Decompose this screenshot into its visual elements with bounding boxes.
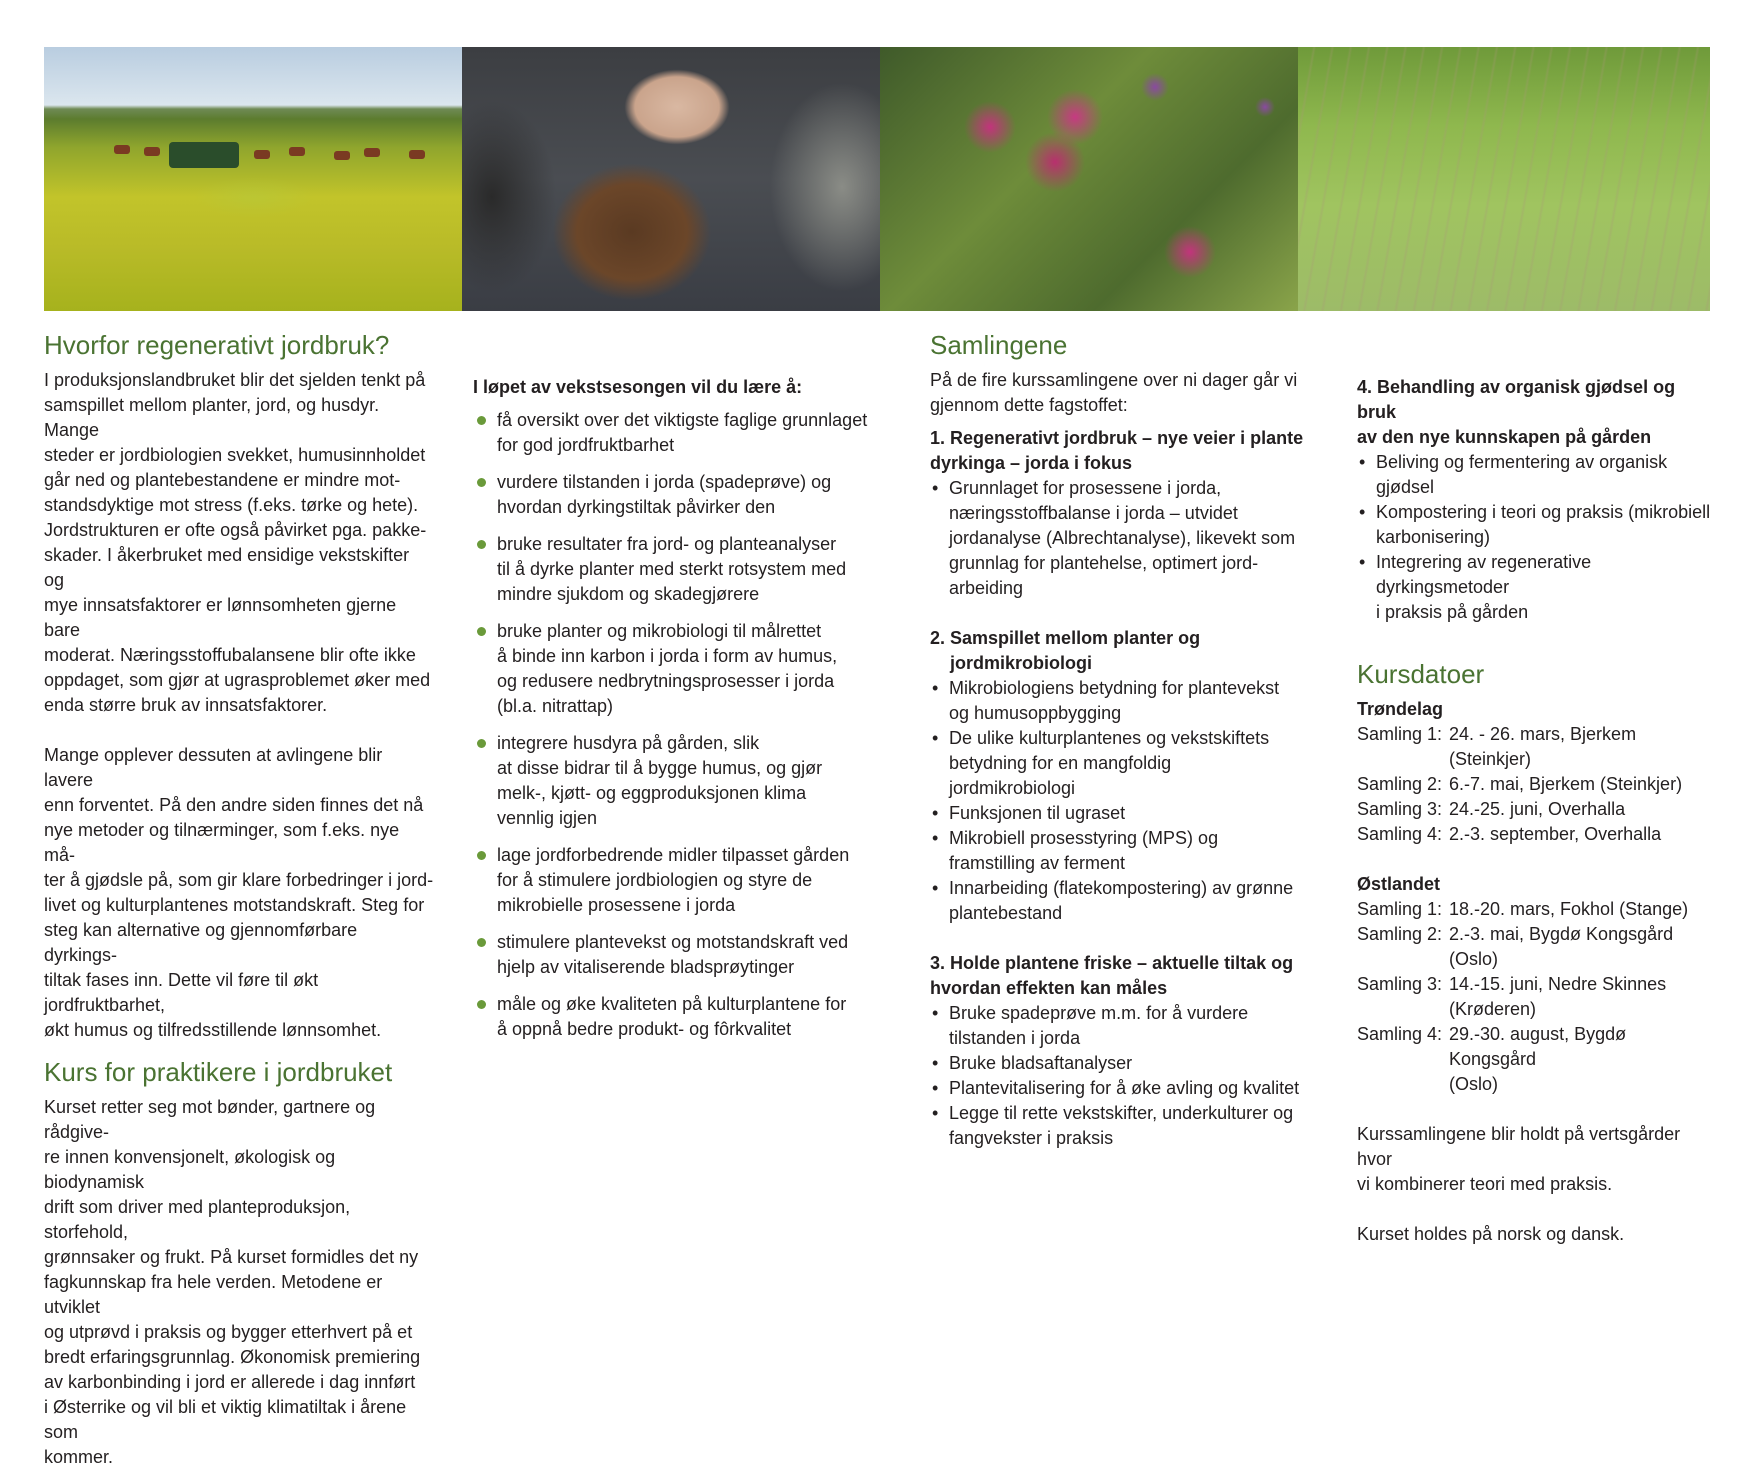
- text-line: og utprøvd i praksis og bygger etterhvert på et: [44, 1322, 413, 1342]
- text-line: mye innsatsfaktorer er lønnsomheten gjerne bare: [44, 595, 397, 640]
- text-line: økt humus og tilfredsstillende lønnsomhet.: [44, 1020, 382, 1040]
- learn-item: [473, 731, 873, 831]
- column-2: [473, 375, 873, 1054]
- text-line: enda større bruk av innsatsfaktorer.: [44, 695, 328, 715]
- course-paragraph: [44, 1095, 434, 1470]
- text-line: grønnsaker og frukt. På kurset formidles det ny: [44, 1247, 419, 1267]
- text-line: går ned og plantebestandene er mindre mot-: [44, 470, 401, 490]
- text-line: å binde inn karbon i jorda i form av humus,: [497, 646, 838, 666]
- text-line: 4. Behandling av organisk gjødsel og bruk: [1357, 377, 1676, 422]
- text-line: for å stimulere jordbiologien og styre de: [497, 870, 813, 890]
- text-line: Kurssamlingene blir holdt på vertsgårder hvor: [1357, 1124, 1681, 1169]
- bullet-icon: •: [1359, 452, 1366, 472]
- schedule-value: [1449, 797, 1717, 822]
- text-line: Mikrobiell prosesstyring (MPS) og: [949, 828, 1219, 848]
- bullet-icon: •: [1359, 552, 1366, 572]
- text-line: På de fire kurssamlingene over ni dager går vi: [930, 370, 1298, 390]
- schedule-label: Samling 4:: [1357, 1024, 1443, 1044]
- text-line: fagkunnskap fra hele verden. Metodene er utviklet: [44, 1272, 383, 1317]
- schedule-label: Samling 2:: [1357, 774, 1443, 794]
- text-line: mikrobielle prosessene i jorda: [497, 895, 736, 915]
- text-line: dyrkinga – jorda i fokus: [930, 453, 1133, 473]
- learn-item: [473, 408, 873, 458]
- course-heading: Kurs for praktikere i jordbruket: [44, 1057, 393, 1087]
- session-block-title: [930, 951, 1300, 1001]
- bullet-icon: •: [932, 1078, 939, 1098]
- bullet-icon: •: [932, 728, 939, 748]
- sessions-blocks: [930, 426, 1304, 1151]
- text-line: Integrering av regenerative dyrkingsmetoder: [1376, 552, 1592, 597]
- learn-heading: I løpet av vekstsesongen vil du lære å:: [473, 377, 803, 397]
- bullet-icon: •: [932, 1103, 939, 1123]
- text-line: 2.-3. mai, Bygdø Kongsgård (Oslo): [1449, 924, 1674, 969]
- text-line: (bl.a. nitrattap): [497, 696, 614, 716]
- text-line: Mikrobiologiens betydning for plantevekst: [949, 678, 1280, 698]
- schedule-label: Samling 4:: [1357, 824, 1443, 844]
- text-line: vennlig igjen: [497, 808, 598, 828]
- text-line: vurdere tilstanden i jorda (spadeprøve) og: [497, 472, 832, 492]
- text-line: samspillet mellom planter, jord, og husdyr. Mange: [44, 395, 380, 440]
- text-line: gjødsel: [1376, 477, 1435, 497]
- text-line: næringsstoffbalanse i jorda – utvidet: [949, 503, 1238, 523]
- text-line: integrere husdyra på gården, slik: [497, 733, 760, 753]
- schedule-value: [1449, 972, 1717, 1022]
- text-line: mindre sjukdom og skadegjørere: [497, 584, 760, 604]
- text-line: Bruke spadeprøve m.m. for å vurdere: [949, 1003, 1249, 1023]
- text-line: Innarbeiding (flatekompostering) av grønne: [949, 878, 1294, 898]
- text-line: 2.-3. september, Overhalla: [1449, 824, 1662, 844]
- why-heading: Hvorfor regenerativt jordbruk?: [44, 330, 390, 360]
- text-line: I produksjonslandbruket blir det sjelden tenkt på: [44, 370, 426, 390]
- cow-image: [144, 147, 160, 156]
- schedule-row: [1357, 772, 1717, 797]
- learn-item: [473, 619, 873, 719]
- learn-item: [473, 843, 873, 918]
- text-line: 24. - 26. mars, Bjerkem (Steinkjer): [1449, 724, 1637, 769]
- text-line: jordanalyse (Albrechtanalyse), likevekt som: [949, 528, 1296, 548]
- text-line: hvordan effekten kan måles: [930, 978, 1168, 998]
- learn-item: [473, 930, 873, 980]
- text-line: karbonisering): [1376, 527, 1491, 547]
- cow-image: [409, 150, 425, 159]
- list-item: [1357, 500, 1717, 550]
- schedule-row: [1357, 972, 1717, 1022]
- text-line: grunnlag for plantehelse, optimert jord-: [949, 553, 1259, 573]
- text-line: 2. Samspillet mellom planter og: [930, 628, 1201, 648]
- text-line: hjelp av vitaliserende bladsprøytinger: [497, 957, 795, 977]
- cow-image: [114, 145, 130, 154]
- dates-regions: [1357, 697, 1717, 1097]
- cow-image: [289, 147, 305, 156]
- schedule-value: [1449, 897, 1717, 922]
- why-paragraph-2: [44, 743, 434, 1043]
- list-item: [1357, 550, 1717, 625]
- bullet-icon: •: [932, 1003, 939, 1023]
- block4-title: [1357, 375, 1717, 450]
- sessions-intro: [930, 368, 1300, 418]
- bullet-icon: •: [932, 803, 939, 823]
- text-line: å oppnå bedre produkt- og fôrkvalitet: [497, 1019, 792, 1039]
- text-line: til å dyrke planter med sterkt rotsystem med: [497, 559, 847, 579]
- list-item: [930, 1101, 1300, 1151]
- text-line: Legge til rette vekstskifter, underkulturer og: [949, 1103, 1294, 1123]
- text-line: arbeiding: [949, 578, 1024, 598]
- text-line: jordmikrobiologi: [930, 653, 1092, 673]
- bullet-dot-icon: [477, 416, 486, 425]
- bullet-dot-icon: [477, 938, 486, 947]
- schedule-row: [1357, 722, 1717, 772]
- text-line: Kurset retter seg mot bønder, gartnere og rådgive-: [44, 1097, 376, 1142]
- list-item: [930, 726, 1300, 801]
- region-name: Trøndelag: [1357, 699, 1444, 719]
- list-item: [930, 476, 1300, 601]
- text-line: drift som driver med planteproduksjon, storfehold,: [44, 1197, 351, 1242]
- learn-item: [473, 470, 873, 520]
- text-line: Funksjonen til ugraset: [949, 803, 1126, 823]
- schedule-row: [1357, 797, 1717, 822]
- text-line: i praksis på gården: [1376, 602, 1529, 622]
- cow-image: [334, 151, 350, 160]
- schedule-value: [1449, 922, 1717, 972]
- text-line: ter å gjødsle på, som gir klare forbedringer i jord-: [44, 870, 434, 890]
- bullet-dot-icon: [477, 540, 486, 549]
- bullet-dot-icon: [477, 627, 486, 636]
- text-line: 24.-25. juni, Overhalla: [1449, 799, 1626, 819]
- schedule-label: Samling 1:: [1357, 899, 1443, 919]
- text-line: Grunnlaget for prosessene i jorda,: [949, 478, 1222, 498]
- list-item: [930, 1001, 1300, 1051]
- text-line: 29.-30. august, Bygdø Kongsgård: [1449, 1024, 1627, 1069]
- learn-list: [473, 408, 873, 1042]
- session-block: [930, 626, 1300, 926]
- list-item: [930, 1051, 1300, 1076]
- session-block: [930, 426, 1304, 601]
- schedule-value: [1449, 1022, 1717, 1097]
- schedule-value: [1449, 822, 1717, 847]
- text-line: oppdaget, som gjør at ugrasproblemet øker med: [44, 670, 431, 690]
- text-line: moderat. Næringsstoffubalansene blir ofte ikke: [44, 645, 416, 665]
- bullet-icon: •: [932, 678, 939, 698]
- region: [1357, 872, 1717, 1097]
- list-item: [930, 876, 1300, 926]
- schedule-row: [1357, 922, 1717, 972]
- text-line: plantebestand: [949, 903, 1063, 923]
- schedule-label: Samling 1:: [1357, 724, 1443, 744]
- list-item: [930, 676, 1300, 726]
- text-line: hvordan dyrkingstiltak påvirker den: [497, 497, 776, 517]
- text-line: 3. Holde plantene friske – aktuelle tiltak og: [930, 953, 1294, 973]
- column-4: [1357, 375, 1717, 1247]
- cow-image: [254, 150, 270, 159]
- bullet-icon: •: [1359, 502, 1366, 522]
- text-line: og humusoppbygging: [949, 703, 1122, 723]
- schedule-row: [1357, 1022, 1717, 1097]
- bullet-dot-icon: [477, 739, 486, 748]
- text-line: livet og kulturplantenes motstandskraft. Steg for: [44, 895, 425, 915]
- learn-item: [473, 992, 873, 1042]
- dates-note-1: [1357, 1122, 1717, 1197]
- session-block-list: [930, 476, 1300, 601]
- bullet-icon: •: [932, 1053, 939, 1073]
- text-line: re innen konvensjonelt, økologisk og biodynamisk: [44, 1147, 336, 1192]
- text-line: Plantevitalisering for å øke avling og kvalitet: [949, 1078, 1300, 1098]
- learn-item: [473, 532, 873, 607]
- text-line: gjennom dette fagstoffet:: [930, 395, 1128, 415]
- text-line: 14.-15. juni, Nedre Skinnes: [1449, 974, 1667, 994]
- text-line: bruke planter og mikrobiologi til målrettet: [497, 621, 822, 641]
- text-line: tilstanden i jorda: [949, 1028, 1081, 1048]
- text-line: bredt erfaringsgrunnlag. Økonomisk premiering: [44, 1347, 421, 1367]
- sessions-heading: Samlingene: [930, 330, 1068, 360]
- text-line: og redusere nedbrytningsprosesser i jorda: [497, 671, 835, 691]
- text-line: få oversikt over det viktigste faglige grunnlaget: [497, 410, 868, 430]
- hands-holding-soil-clod-photo: [462, 47, 880, 311]
- text-line: vi kombinerer teori med praksis.: [1357, 1174, 1613, 1194]
- text-line: (Oslo): [1449, 1074, 1498, 1094]
- region: [1357, 697, 1717, 847]
- text-line: Mange opplever dessuten at avlingene blir lavere: [44, 745, 383, 790]
- text-line: skader. I åkerbruket med ensidige vekstskifter og: [44, 545, 410, 590]
- dates-note-2: Kurset holdes på norsk og dansk.: [1357, 1224, 1625, 1244]
- list-item: [930, 1076, 1300, 1101]
- schedule-label: Samling 3:: [1357, 799, 1443, 819]
- text-line: at disse bidrar til å bygge humus, og gjør: [497, 758, 823, 778]
- text-line: kommer.: [44, 1447, 114, 1467]
- field-with-cows-and-tractor-photo: [44, 47, 462, 311]
- text-line: for god jordfruktbarhet: [497, 435, 675, 455]
- text-line: Kompostering i teori og praksis (mikrobiell: [1376, 502, 1711, 522]
- schedule-value: [1449, 722, 1717, 772]
- column-1: [44, 330, 434, 1470]
- text-line: Jordstrukturen er ofte også påvirket pga. pakke-: [44, 520, 427, 540]
- bullet-icon: •: [932, 878, 939, 898]
- dates-heading: Kursdatoer: [1357, 659, 1485, 689]
- bullet-icon: •: [932, 478, 939, 498]
- text-line: 6.-7. mai, Bjerkem (Steinkjer): [1449, 774, 1683, 794]
- list-item: [930, 801, 1300, 826]
- young-grain-crop-rows-photo: [1298, 47, 1710, 311]
- bullet-dot-icon: [477, 478, 486, 487]
- bullet-dot-icon: [477, 851, 486, 860]
- text-line: (Krøderen): [1449, 999, 1537, 1019]
- text-line: standsdyktige mot stress (f.eks. tørke og hete).: [44, 495, 419, 515]
- text-line: tiltak fases inn. Dette vil føre til økt jordfruktbarhet,: [44, 970, 319, 1015]
- column-3: [930, 330, 1304, 1151]
- region-name: Østlandet: [1357, 874, 1441, 894]
- text-line: enn forventet. På den andre siden finnes det nå: [44, 795, 424, 815]
- schedule-row: [1357, 897, 1717, 922]
- text-line: fangvekster i praksis: [949, 1128, 1114, 1148]
- block4-list: [1357, 450, 1717, 625]
- text-line: måle og øke kvaliteten på kulturplantene for: [497, 994, 847, 1014]
- cow-image: [364, 148, 380, 157]
- tractor-image: [169, 142, 239, 168]
- text-line: betydning for en mangfoldig jordmikrobiologi: [949, 753, 1172, 798]
- session-block-list: [930, 676, 1300, 926]
- bullet-dot-icon: [477, 1000, 486, 1009]
- text-line: av den nye kunnskapen på gården: [1357, 427, 1652, 447]
- why-paragraph-1: [44, 368, 434, 718]
- session-block-title: [930, 426, 1304, 476]
- crimson-clover-flowers-photo: [880, 47, 1298, 311]
- text-line: De ulike kulturplantenes og vekstskiftets: [949, 728, 1270, 748]
- text-line: nye metoder og tilnærminger, som f.eks. nye må-: [44, 820, 400, 865]
- text-line: Bruke bladsaftanalyser: [949, 1053, 1133, 1073]
- text-line: lage jordforbedrende midler tilpasset gården: [497, 845, 850, 865]
- photo-strip: [44, 47, 1710, 311]
- schedule-row: [1357, 822, 1717, 847]
- text-line: framstilling av ferment: [949, 853, 1126, 873]
- text-line: Beliving og fermentering av organisk: [1376, 452, 1668, 472]
- bullet-icon: •: [932, 828, 939, 848]
- session-block-title: [930, 626, 1300, 676]
- list-item: [1357, 450, 1717, 500]
- session-block: [930, 951, 1300, 1151]
- text-line: bruke resultater fra jord- og planteanalyser: [497, 534, 837, 554]
- list-item: [930, 826, 1300, 876]
- text-line: steder er jordbiologien svekket, humusinnholdet: [44, 445, 426, 465]
- text-line: 1. Regenerativt jordbruk – nye veier i plante: [930, 428, 1304, 448]
- schedule-label: Samling 3:: [1357, 974, 1443, 994]
- text-line: av karbonbinding i jord er allerede i dag innført: [44, 1372, 416, 1392]
- schedule-value: [1449, 772, 1717, 797]
- session-block-list: [930, 1001, 1300, 1151]
- text-line: steg kan alternative og gjennomførbare dyrkings-: [44, 920, 358, 965]
- text-line: 18.-20. mars, Fokhol (Stange): [1449, 899, 1689, 919]
- text-line: stimulere plantevekst og motstandskraft ved: [497, 932, 849, 952]
- text-line: i Østerrike og vil bli et viktig klimatiltak i årene som: [44, 1397, 407, 1442]
- schedule-label: Samling 2:: [1357, 924, 1443, 944]
- text-line: melk-, kjøtt- og eggproduksjonen klima: [497, 783, 807, 803]
